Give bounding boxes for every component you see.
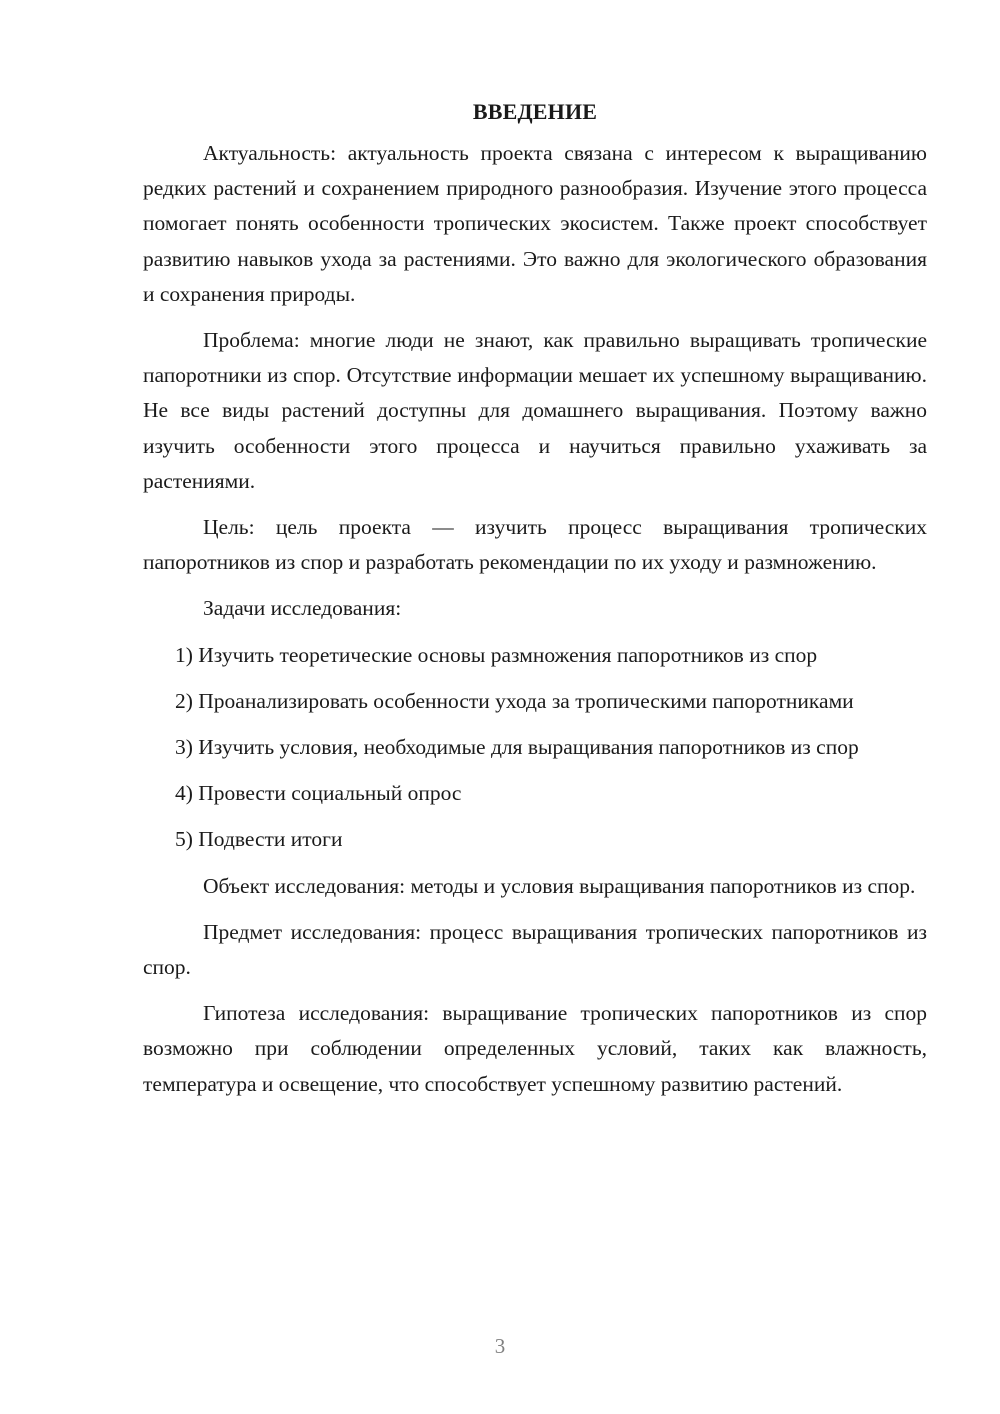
problem-paragraph: Проблема: многие люди не знают, как правильно выращивать тропические папоротники из спор. Отсутствие информации мешает их успешному выращиванию. Не все виды растений доступны для домашнего выращивания. Поэтому важно изучить особенности этого процесса и научиться правильно ухаживать за растениями.	[143, 328, 927, 493]
hypothesis-paragraph: Гипотеза исследования: выращивание тропических папоротников из спор возможно при соблюдении определенных условий, таких как влажность, температура и освещение, что способствует успешному развитию растений.	[143, 1001, 927, 1096]
task-item-5: 5) Подвести итоги	[175, 827, 343, 852]
task-item-1: 1) Изучить теоретические основы размножения папоротников из спор	[175, 642, 818, 667]
section-heading: ВВЕДЕНИЕ	[472, 99, 598, 124]
relevance-paragraph: Актуальность: актуальность проекта связана с интересом к выращиванию редких растений и сохранением природного разнообразия. Изучение этого процесса помогает понять особенности тропических экосистем. Также проект способствует развитию навыков ухода за растениями. Это важно для экологического образования и сохранения природы.	[143, 141, 927, 306]
task-item-4: 4) Провести социальный опрос	[175, 781, 462, 806]
subject-paragraph: Предмет исследования: процесс выращивания тропических папоротников из спор.	[143, 919, 927, 980]
object-paragraph: Объект исследования: методы и условия выращивания папоротников из спор.	[203, 873, 916, 898]
task-item-3: 3) Изучить условия, необходимые для выращивания папоротников из спор	[175, 735, 859, 760]
page-number: 3	[494, 1334, 506, 1358]
goal-paragraph: Цель: цель проекта — изучить процесс выращивания тропических папоротников из спор и разработать рекомендации по их уходу и размножению.	[143, 515, 927, 575]
task-item-2: 2) Проанализировать особенности ухода за тропическими папоротниками	[175, 688, 854, 713]
tasks-title: Задачи исследования:	[203, 596, 402, 621]
document-page	[143, 94, 927, 1113]
